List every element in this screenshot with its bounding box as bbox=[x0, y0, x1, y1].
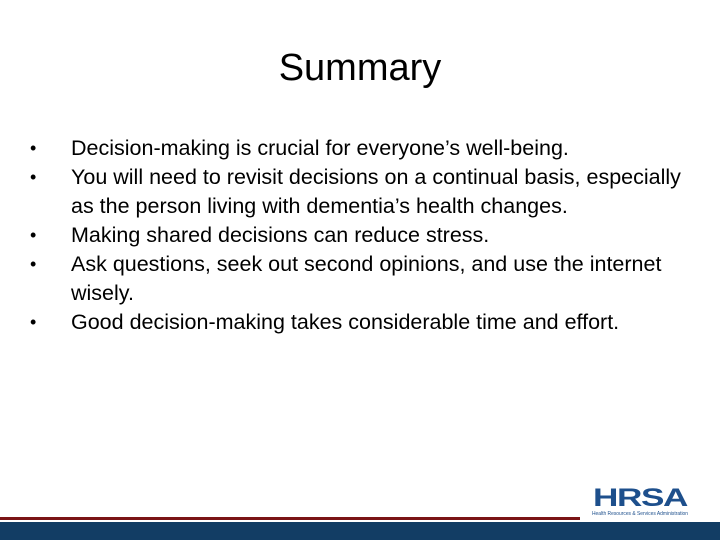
bullet-text: Good decision-making takes considerable time and effort. bbox=[71, 310, 620, 334]
bullet-list bbox=[30, 134, 690, 337]
footer-divider bbox=[0, 517, 580, 520]
bullet-item bbox=[30, 221, 690, 250]
footer-bar bbox=[0, 522, 720, 540]
bullet-item bbox=[30, 134, 690, 163]
bullet-item bbox=[30, 250, 690, 308]
bullet-text: You will need to revisit decisions on a continual basis, especially as the person living with dementia’s health changes. bbox=[71, 165, 681, 218]
logo-tagline: Health Resources & Services Administration bbox=[592, 511, 689, 517]
logo-wordmark: HRSA bbox=[593, 484, 689, 512]
bullet-item bbox=[30, 163, 690, 221]
bullet-text: Making shared decisions can reduce stress. bbox=[71, 223, 490, 247]
slide-title: Summary bbox=[278, 47, 442, 89]
bullet-icon: • bbox=[30, 167, 37, 187]
bullet-icon: • bbox=[30, 254, 37, 274]
hrsa-logo bbox=[590, 484, 690, 518]
bullet-icon: • bbox=[30, 225, 37, 245]
bullet-icon: • bbox=[30, 312, 37, 332]
bullet-text: Decision-making is crucial for everyone’s well-being. bbox=[71, 136, 569, 160]
bullet-text: Ask questions, seek out second opinions, and use the internet wisely. bbox=[71, 252, 662, 305]
bullet-icon: • bbox=[30, 138, 37, 158]
bullet-item bbox=[30, 308, 690, 337]
